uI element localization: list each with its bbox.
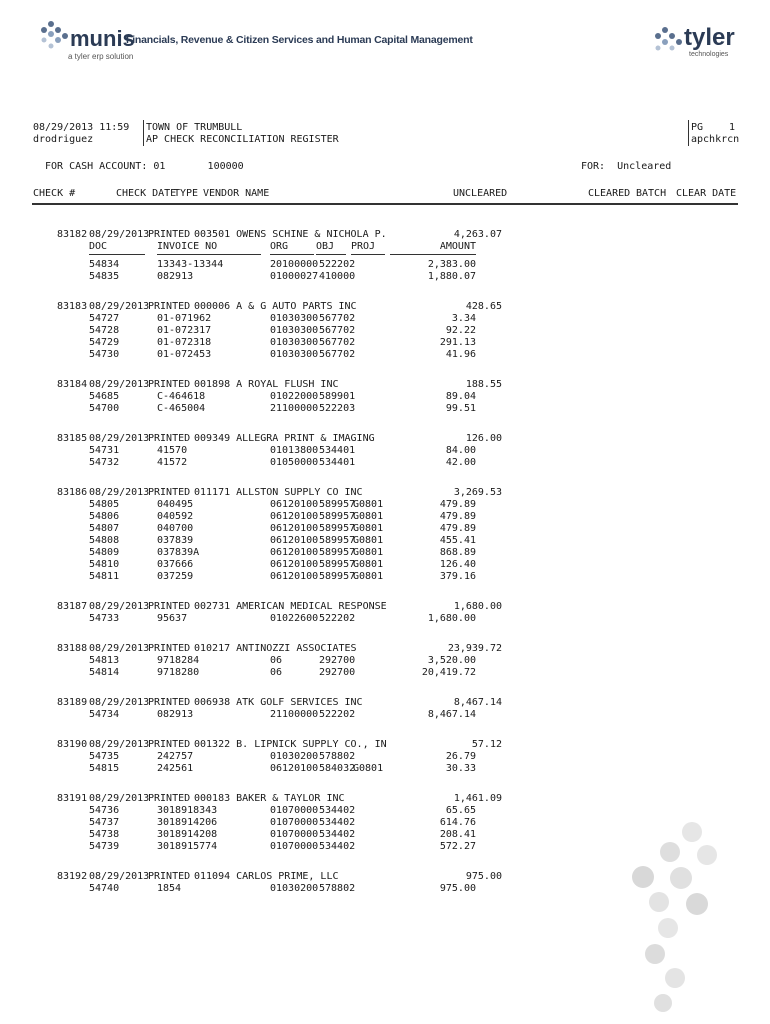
detail-doc: 54805 (89, 499, 120, 510)
detail-col-invoice: INVOICE NO (157, 241, 218, 252)
detail-amount: 208.41 (439, 829, 476, 840)
detail-org: 06120100 (270, 499, 319, 510)
detail-proj: G0801 (353, 763, 384, 774)
detail-doc: 54739 (89, 841, 120, 852)
detail-obj: 589901 (319, 391, 356, 402)
detail-amount: 99.51 (445, 403, 476, 414)
detail-obj: 567702 (319, 337, 356, 348)
vendor-name: 001898 A ROYAL FLUSH INC (194, 379, 339, 390)
detail-org: 01030300 (270, 313, 319, 324)
detail-org: 01022000 (270, 391, 319, 402)
detail-doc: 54815 (89, 763, 120, 774)
report-org: TOWN OF TRUMBULL (146, 122, 243, 133)
meta-divider-left (143, 120, 144, 146)
detail-col-obj: OBJ (316, 241, 335, 252)
detail-obj: 534402 (319, 829, 356, 840)
detail-doc: 54810 (89, 559, 120, 570)
detail-amount: 42.00 (445, 457, 476, 468)
detail-invoice: 040495 (157, 499, 194, 510)
check-number: 83191 (57, 793, 88, 804)
detail-doc: 54728 (89, 325, 120, 336)
detail-org: 01013800 (270, 445, 319, 456)
detail-amount: 614.76 (439, 817, 476, 828)
detail-proj: G0801 (353, 499, 384, 510)
detail-col-doc: DOC (89, 241, 108, 252)
meta-divider-right (688, 120, 689, 146)
detail-invoice: 01-072317 (157, 325, 212, 336)
detail-amount: 479.89 (439, 523, 476, 534)
check-date: 08/29/2013 (89, 301, 150, 312)
detail-org: 01030200 (270, 883, 319, 894)
detail-invoice: 01-071962 (157, 313, 212, 324)
detail-amount: 479.89 (439, 499, 476, 510)
detail-obj: 410000 (319, 271, 356, 282)
check-date: 08/29/2013 (89, 643, 150, 654)
vendor-name: 006938 ATK GOLF SERVICES INC (194, 697, 363, 708)
col-vendor: VENDOR NAME (203, 188, 270, 199)
detail-obj: 589957 (319, 535, 356, 546)
uncleared-amount: 3,269.53 (453, 487, 502, 498)
detail-doc: 54727 (89, 313, 120, 324)
detail-invoice: 3018914208 (157, 829, 218, 840)
detail-doc: 54811 (89, 571, 120, 582)
detail-obj: 534401 (319, 445, 356, 456)
check-date: 08/29/2013 (89, 487, 150, 498)
detail-invoice: 3018915774 (157, 841, 218, 852)
detail-invoice: 95637 (157, 613, 188, 624)
check-date: 08/29/2013 (89, 379, 150, 390)
check-number: 83192 (57, 871, 88, 882)
detail-obj: 292700 (319, 655, 356, 666)
uncleared-amount: 975.00 (465, 871, 502, 882)
col-type: TYPE (174, 188, 199, 199)
check-type: PRINTED (148, 697, 191, 708)
detail-obj: 567702 (319, 325, 356, 336)
detail-invoice: 9718284 (157, 655, 200, 666)
detail-amount: 3.34 (451, 313, 476, 324)
uncleared-amount: 8,467.14 (453, 697, 502, 708)
detail-proj: G0801 (353, 559, 384, 570)
uncleared-amount: 126.00 (465, 433, 502, 444)
detail-col-org: ORG (270, 241, 289, 252)
check-number: 83183 (57, 301, 88, 312)
detail-proj: G0801 (353, 535, 384, 546)
col-clear-date: CLEAR DATE (676, 188, 737, 199)
detail-proj: G0801 (353, 523, 384, 534)
detail-org: 01030200 (270, 751, 319, 762)
detail-col-proj: PROJ (351, 241, 376, 252)
check-number: 83184 (57, 379, 88, 390)
vendor-name: 002731 AMERICAN MEDICAL RESPONSE (194, 601, 387, 612)
col-uncleared: UNCLEARED (453, 188, 508, 199)
check-type: PRINTED (148, 229, 191, 240)
report-user: drodriguez (33, 134, 94, 145)
detail-invoice: 1854 (157, 883, 182, 894)
vendor-name: 000183 BAKER & TAYLOR INC (194, 793, 345, 804)
detail-header-rule (157, 254, 261, 255)
detail-doc: 54813 (89, 655, 120, 666)
detail-invoice: 3018918343 (157, 805, 218, 816)
detail-doc: 54809 (89, 547, 120, 558)
detail-amount: 20,419.72 (421, 667, 476, 678)
detail-obj: 534402 (319, 817, 356, 828)
detail-doc: 54736 (89, 805, 120, 816)
vendor-name: 011094 CARLOS PRIME, LLC (194, 871, 339, 882)
detail-org: 01070000 (270, 841, 319, 852)
check-date: 08/29/2013 (89, 739, 150, 750)
detail-obj: 578802 (319, 883, 356, 894)
detail-obj: 522202 (319, 613, 356, 624)
vendor-name: 000006 A & G AUTO PARTS INC (194, 301, 357, 312)
detail-org: 21100000 (270, 709, 319, 720)
detail-obj: 589957 (319, 523, 356, 534)
detail-invoice: 037666 (157, 559, 194, 570)
detail-doc: 54807 (89, 523, 120, 534)
detail-org: 01070000 (270, 817, 319, 828)
detail-invoice: 01-072453 (157, 349, 212, 360)
detail-amount: 291.13 (439, 337, 476, 348)
detail-doc: 54729 (89, 337, 120, 348)
detail-doc: 54737 (89, 817, 120, 828)
detail-col-amount: AMOUNT (439, 241, 476, 252)
check-date: 08/29/2013 (89, 697, 150, 708)
check-number: 83182 (57, 229, 88, 240)
detail-org: 01000027 (270, 271, 319, 282)
munis-wordmark: munis (70, 26, 135, 51)
detail-invoice: 037259 (157, 571, 194, 582)
col-check-date: CHECK DATE (116, 188, 177, 199)
check-type: PRINTED (148, 643, 191, 654)
check-type: PRINTED (148, 487, 191, 498)
detail-org: 01030300 (270, 325, 319, 336)
detail-invoice: 01-072318 (157, 337, 212, 348)
detail-obj: 578802 (319, 751, 356, 762)
detail-obj: 522202 (319, 259, 356, 270)
cash-account: FOR CASH ACCOUNT: 01 100000 (45, 161, 244, 172)
detail-obj: 589957 (319, 559, 356, 570)
detail-org: 06 (270, 655, 283, 666)
detail-invoice: 13343-13344 (157, 259, 224, 270)
detail-amount: 65.65 (445, 805, 476, 816)
page-header (0, 0, 770, 76)
detail-invoice: 040700 (157, 523, 194, 534)
detail-org: 06120100 (270, 535, 319, 546)
col-check: CHECK # (33, 188, 76, 199)
detail-obj: 567702 (319, 313, 356, 324)
check-number: 83189 (57, 697, 88, 708)
detail-header-rule (390, 254, 476, 255)
check-type: PRINTED (148, 379, 191, 390)
vendor-name: 001322 B. LIPNICK SUPPLY CO., IN (194, 739, 387, 750)
detail-obj: 589957 (319, 511, 356, 522)
tyler-watermark-icon (625, 820, 735, 1020)
detail-obj: 584032 (319, 763, 356, 774)
detail-org: 06120100 (270, 547, 319, 558)
detail-org: 06120100 (270, 571, 319, 582)
detail-obj: 534402 (319, 841, 356, 852)
detail-obj: 567702 (319, 349, 356, 360)
detail-amount: 126.40 (439, 559, 476, 570)
uncleared-amount: 428.65 (465, 301, 502, 312)
check-number: 83188 (57, 643, 88, 654)
page-label: PG (691, 122, 704, 133)
detail-invoice: 082913 (157, 271, 194, 282)
uncleared-amount: 1,461.09 (453, 793, 502, 804)
detail-doc: 54735 (89, 751, 120, 762)
vendor-name: 010217 ANTINOZZI ASSOCIATES (194, 643, 357, 654)
detail-invoice: C-465004 (157, 403, 206, 414)
detail-amount: 572.27 (439, 841, 476, 852)
detail-amount: 479.89 (439, 511, 476, 522)
check-number: 83190 (57, 739, 88, 750)
detail-doc: 54730 (89, 349, 120, 360)
detail-org: 01030300 (270, 349, 319, 360)
detail-amount: 455.41 (439, 535, 476, 546)
detail-org: 01030300 (270, 337, 319, 348)
detail-doc: 54700 (89, 403, 120, 414)
detail-invoice: 040592 (157, 511, 194, 522)
detail-amount: 89.04 (445, 391, 476, 402)
detail-header-rule (351, 254, 385, 255)
filter-label: FOR: Uncleared (581, 161, 672, 172)
detail-invoice: 242561 (157, 763, 194, 774)
check-type: PRINTED (148, 433, 191, 444)
uncleared-amount: 4,263.07 (453, 229, 502, 240)
detail-amount: 41.96 (445, 349, 476, 360)
detail-proj: G0801 (353, 571, 384, 582)
tyler-subtitle: technologies (689, 51, 729, 58)
product-tagline: Financials, Revenue & Citizen Services and Human Capital Management (126, 34, 473, 46)
vendor-name: 011171 ALLSTON SUPPLY CO INC (194, 487, 363, 498)
check-number: 83185 (57, 433, 88, 444)
detail-amount: 1,880.07 (427, 271, 476, 282)
detail-obj: 534402 (319, 805, 356, 816)
detail-doc: 54835 (89, 271, 120, 282)
detail-org: 01070000 (270, 829, 319, 840)
detail-amount: 379.16 (439, 571, 476, 582)
detail-doc: 54733 (89, 613, 120, 624)
detail-obj: 534401 (319, 457, 356, 468)
col-cleared: CLEARED (588, 188, 631, 199)
vendor-name: 009349 ALLEGRA PRINT & IMAGING (194, 433, 375, 444)
header-rule (32, 203, 738, 205)
col-batch: BATCH (636, 188, 667, 199)
detail-obj: 522203 (319, 403, 356, 414)
detail-obj: 589957 (319, 547, 356, 558)
uncleared-amount: 23,939.72 (447, 643, 502, 654)
detail-invoice: 3018914206 (157, 817, 218, 828)
detail-amount: 84.00 (445, 445, 476, 456)
detail-header-rule (270, 254, 314, 255)
detail-org: 06120100 (270, 511, 319, 522)
detail-invoice: 037839 (157, 535, 194, 546)
detail-header-rule (89, 254, 145, 255)
detail-org: 01050000 (270, 457, 319, 468)
report-title: AP CHECK RECONCILIATION REGISTER (146, 134, 339, 145)
detail-invoice: 082913 (157, 709, 194, 720)
detail-amount: 92.22 (445, 325, 476, 336)
detail-org: 01022600 (270, 613, 319, 624)
uncleared-amount: 57.12 (471, 739, 502, 750)
detail-amount: 975.00 (439, 883, 476, 894)
detail-amount: 2,383.00 (427, 259, 476, 270)
check-type: PRINTED (148, 601, 191, 612)
detail-org: 21100000 (270, 403, 319, 414)
detail-doc: 54731 (89, 445, 120, 456)
check-date: 08/29/2013 (89, 601, 150, 612)
detail-org: 06120100 (270, 763, 319, 774)
detail-obj: 589957 (319, 499, 356, 510)
detail-amount: 26.79 (445, 751, 476, 762)
check-date: 08/29/2013 (89, 229, 150, 240)
detail-doc: 54808 (89, 535, 120, 546)
check-type: PRINTED (148, 739, 191, 750)
detail-proj: G0801 (353, 511, 384, 522)
detail-invoice: 037839A (157, 547, 200, 558)
detail-header-rule (316, 254, 346, 255)
page-number: 1 (729, 122, 736, 133)
check-type: PRINTED (148, 301, 191, 312)
detail-invoice: 9718280 (157, 667, 200, 678)
detail-amount: 1,680.00 (427, 613, 476, 624)
detail-org: 06120100 (270, 523, 319, 534)
report-datetime: 08/29/2013 11:59 (33, 122, 130, 133)
detail-amount: 3,520.00 (427, 655, 476, 666)
detail-proj: G0801 (353, 547, 384, 558)
detail-invoice: 41570 (157, 445, 188, 456)
detail-obj: 589957 (319, 571, 356, 582)
uncleared-amount: 188.55 (465, 379, 502, 390)
check-date: 08/29/2013 (89, 433, 150, 444)
detail-invoice: 242757 (157, 751, 194, 762)
detail-doc: 54734 (89, 709, 120, 720)
detail-amount: 8,467.14 (427, 709, 476, 720)
check-type: PRINTED (148, 793, 191, 804)
check-date: 08/29/2013 (89, 793, 150, 804)
tyler-wordmark: tyler (684, 24, 735, 51)
detail-org: 20100000 (270, 259, 319, 270)
detail-amount: 30.33 (445, 763, 476, 774)
vendor-name: 003501 OWENS SCHINE & NICHOLA P. (194, 229, 387, 240)
detail-doc: 54806 (89, 511, 120, 522)
check-type: PRINTED (148, 871, 191, 882)
uncleared-amount: 1,680.00 (453, 601, 502, 612)
detail-doc: 54732 (89, 457, 120, 468)
detail-org: 06120100 (270, 559, 319, 570)
detail-amount: 868.89 (439, 547, 476, 558)
detail-invoice: C-464618 (157, 391, 206, 402)
detail-doc: 54834 (89, 259, 120, 270)
detail-doc: 54685 (89, 391, 120, 402)
detail-invoice: 41572 (157, 457, 188, 468)
program-name: apchkrcn (691, 134, 740, 145)
detail-obj: 522202 (319, 709, 356, 720)
check-date: 08/29/2013 (89, 871, 150, 882)
detail-doc: 54738 (89, 829, 120, 840)
check-number: 83187 (57, 601, 88, 612)
detail-org: 01070000 (270, 805, 319, 816)
check-number: 83186 (57, 487, 88, 498)
detail-org: 06 (270, 667, 283, 678)
detail-obj: 292700 (319, 667, 356, 678)
detail-doc: 54740 (89, 883, 120, 894)
munis-subtitle: a tyler erp solution (68, 52, 134, 61)
detail-doc: 54814 (89, 667, 120, 678)
